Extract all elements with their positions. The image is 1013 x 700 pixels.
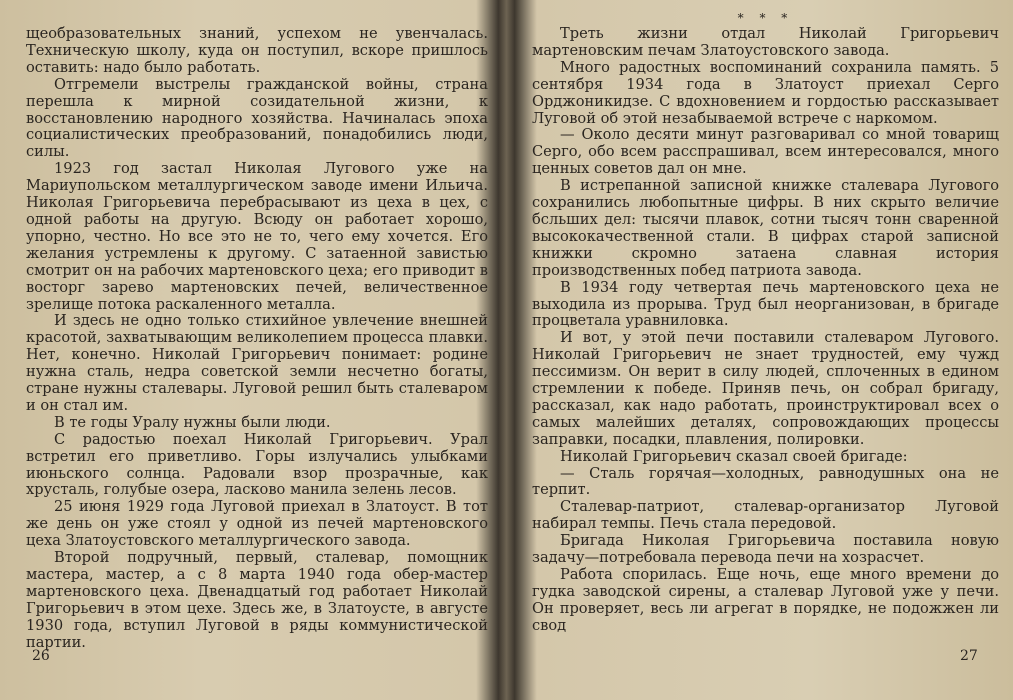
paragraph: И вот, у этой печи поставили сталеваром Лугового. Николай Григорьевич не знает трудностей, ему чужд пессимизм. Он верит в силу людей, сплоченных в едином стремлении к победе. Приняв печь, он собрал бригаду, рассказал, как надо работать, проинструктировал всех о самых малейших деталях, сопровождающих процессы заправки, посадки, плавления, полировки.	[532, 329, 999, 448]
paragraph: В 1934 году четвертая печь мартеновского цеха не выходила из прорыва. Труд был неорганизован, в бригаде процветала уравниловка.	[532, 278, 999, 330]
paragraph: щеобразовательных знаний, успехом не увенчалась. Техническую школу, куда он поступил, вскоре пришлось оставить: надо было работать.	[26, 25, 488, 76]
paragraph: Работа спорилась. Еще ночь, еще много времени до гудка заводской сирены, а сталевар Луговой уже у печи. Он проверяет, весь ли агрегат в порядке, не подожжен ли свод	[532, 566, 999, 634]
paragraph: С радостью поехал Николай Григорьевич. Урал встретил его приветливо. Горы излучались улыбками июньского солнца. Радовали взор прозрачные, как хрусталь, голубые озера, ласково манила зелень лесов.	[26, 430, 488, 499]
paragraph: — Сталь горячая—холодных, равнодушных она не терпит.	[532, 464, 999, 499]
paragraph: Бригада Николая Григорьевича поставила новую задачу—потребовала перевода печи на хозрасчет.	[532, 532, 999, 567]
paragraph: Треть жизни отдал Николай Григорьевич мартеновским печам Златоустовского завода.	[532, 25, 999, 59]
left-page	[0, 0, 500, 700]
paragraph: И здесь не одно только стихийное увлечение внешней красотой, захватывающим великолепием процесса плавки. Нет, конечно. Николай Григорьевич понимает: родине нужна сталь, недра советской земли несчетно богаты, стране нужны сталевары. Луговой решил быть сталеваром и он стал им.	[26, 312, 488, 414]
paragraph: 1923 год застал Николая Лугового уже на Мариупольском металлургическом заводе имени Ильича. Николая Григорьевича перебрасывают из цеха в цех, с одной работы на другую. Всюду он работает хорошо, упорно, честно. Но все это не то, чего ему хочется. Его желания устремлены к другому. С затаенной завистью смотрит он на рабочих мартеновского цеха; его приводит в восторг зарево мартеновских печей, величественное зрелище потока раскаленного металла.	[26, 160, 488, 313]
paragraph: Второй подручный, первый, сталевар, помощник мастера, мастер, а с 8 марта 1940 года обер-мастер мартеновского цеха. Двенадцатый год работает Николай Григорьевич в этом цехе. Здесь же, в Златоусте, в августе 1930 года, вступил Луговой в ряды коммунистической партии.	[26, 549, 488, 651]
paragraph: Отгремели выстрелы гражданской войны, страна перешла к мирной созидательной жизни, к восстановлению народного хозяйства. Начиналась эпоха социалистических преобразований, понадобились люди, силы.	[26, 75, 488, 161]
paragraph: Сталевар-патриот, сталевар-организатор Луговой набирал темпы. Печь стала передовой.	[532, 498, 999, 533]
section-separator: * * *	[737, 11, 794, 25]
paragraph: Николай Григорьевич сказал своей бригаде:	[560, 447, 908, 465]
paragraph: В те годы Уралу нужны были люди.	[54, 413, 331, 431]
right-page-text	[532, 26, 999, 635]
right-page	[512, 0, 1013, 700]
paragraph: 25 июня 1929 года Луговой приехал в Златоуст. В тот же день он уже стоял у одной из печей мартеновского цеха Златоустовского металлургического завода.	[26, 498, 488, 550]
paragraph: — Около десяти минут разговаривал со мной товарищ Серго, обо всем расспрашивал, всем интересовался, много ценных советов дал он мне.	[532, 126, 999, 178]
page-number: 26	[32, 648, 50, 664]
left-page-text	[26, 26, 488, 652]
page-number: 27	[960, 648, 978, 664]
paragraph: Много радостных воспоминаний сохранила память. 5 сентября 1934 года в Златоуст приехал Серго Орджоникидзе. С вдохновением и гордостью рассказывает Луговой об этой незабываемой встрече с наркомом.	[532, 58, 999, 127]
paragraph: В истрепанной записной книжке сталевара Лугового сохранились любопытные цифры. В них скрыто величие бсльших дел: тысячи плавок, сотни тысяч тонн сваренной высококачественной стали. В цифрах старой записной книжки скромно затаена славная история производственных побед патриота завода.	[532, 177, 999, 279]
